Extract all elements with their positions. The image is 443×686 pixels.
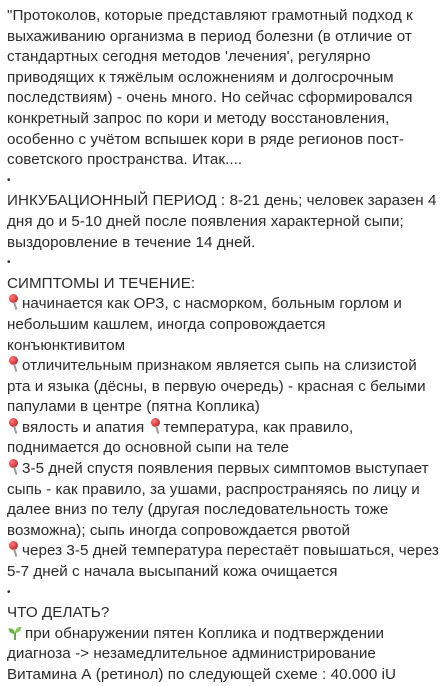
symptom-item: [7, 418, 439, 459]
round-pushpin-icon: [7, 418, 20, 434]
round-pushpin-icon: [7, 541, 20, 557]
round-pushpin-icon: [7, 356, 20, 372]
bullet-separator: •: [7, 257, 11, 269]
bullet-separator: •: [7, 586, 11, 598]
symptom-text: через 3-5 дней температура перестаёт повышаться, через 5-7 дней с начала высыпаний кожа очищается: [7, 542, 439, 581]
symptom-item: [7, 459, 439, 541]
intro-paragraph: "Протоколов, которые представляют грамотный подход к выхаживанию организма в период болезни (в отличие от стандартных сегодня методов 'лечения', регулярно приводящих к тяжёлым осложнениям и долгосрочным последствиям) - очень много. Но сейчас сформировался конкретный запрос по кори и методу восстановления, особенно с учётом вспышек кори в ряде регионов пост-советского пространства. Итак....: [7, 7, 413, 169]
round-pushpin-icon: [7, 294, 20, 310]
round-pushpin-icon: [149, 418, 162, 434]
post-body: [7, 6, 439, 686]
what-to-do-text: при обнаружении пятен Коплика и подтверждении диагноза -> незамедлительное администрирование Витамина А (ретинол) по следующей схеме : 40.000 iU: [7, 624, 397, 683]
round-pushpin-icon: [7, 459, 20, 475]
symptom-text: вялость и апатия: [22, 418, 149, 436]
incubation-paragraph: ИНКУБАЦИОННЫЙ ПЕРИОД : 8-21 день; человек заразен 4 дня до и 5-10 дней после появления характерной сыпи; выздоровление в течение 14 дней.: [7, 192, 437, 251]
symptom-text: 3-5 дней спустя появления первых симптомов выступает сыпь - как правило, за ушами, распространяясь по лицу и далее вниз по телу (другая последовательность тоже возможна); сыпь иногда сопровождается рвотой: [7, 460, 429, 539]
bullet-separator: •: [7, 174, 11, 186]
symptom-text: начинается как ОРЗ, с насморком, больным горлом и небольшим кашлем, иногда сопровождается конъюнктивитом: [7, 295, 402, 354]
what-to-do-heading: ЧТО ДЕЛАТЬ?: [7, 604, 110, 622]
seedling-icon: [7, 625, 23, 641]
what-to-do-item: [7, 624, 439, 686]
symptom-item: [7, 356, 439, 418]
symptom-item: [7, 294, 439, 356]
symptom-text: отличительным признаком является сыпь на слизистой рта и языка (дёсны, в первую очередь) - красная с белыми папулами в центре (пятна Коплика): [7, 357, 426, 416]
symptom-item: [7, 541, 439, 582]
symptoms-heading: СИМПТОМЫ И ТЕЧЕНИЕ:: [7, 274, 196, 292]
symptom-text: температура, как правило, поднимается до основной сыпи на теле: [7, 418, 354, 457]
